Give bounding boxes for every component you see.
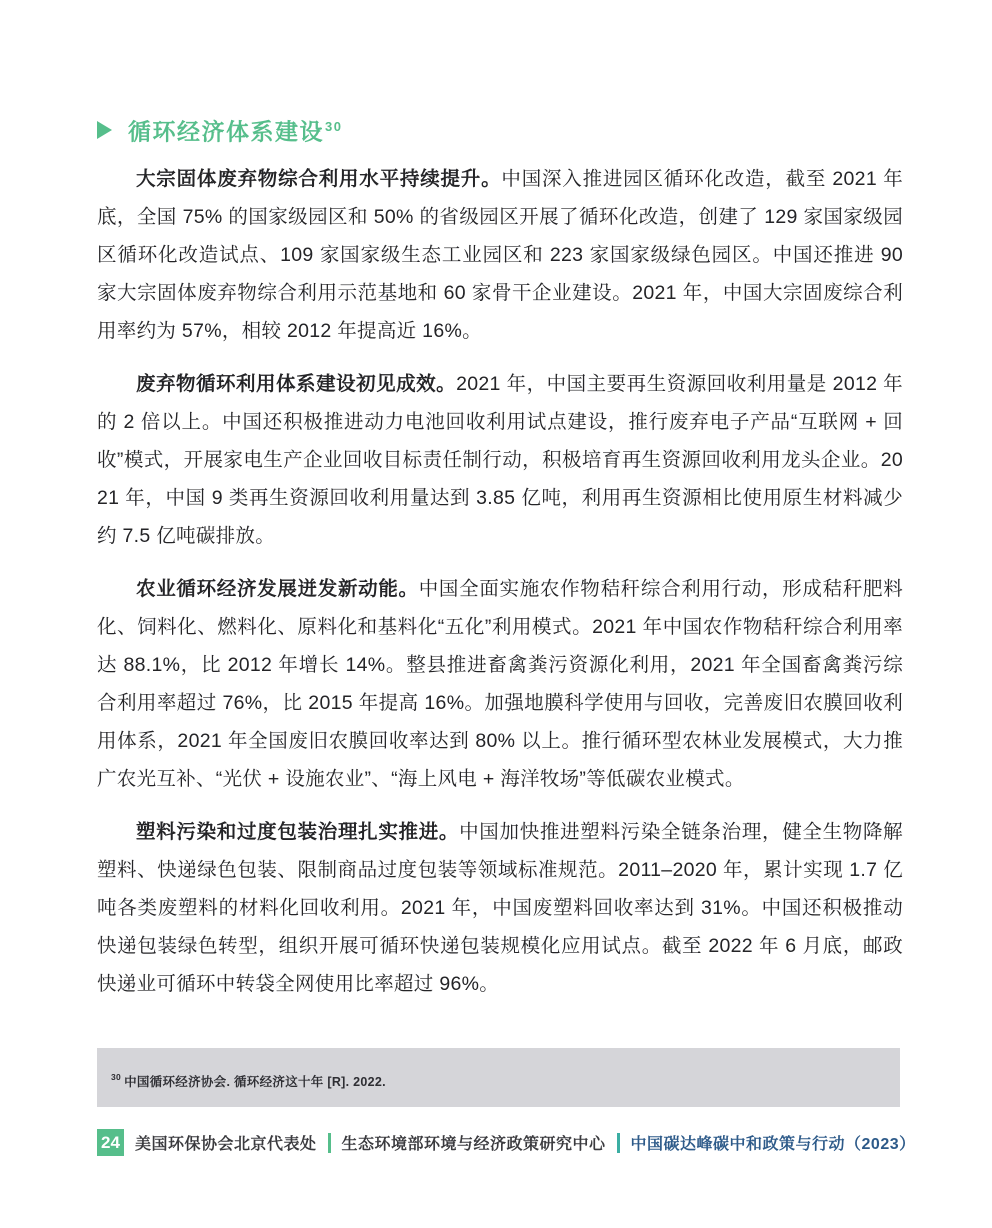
footer-org-1: 美国环保协会北京代表处: [135, 1136, 317, 1153]
footnote-text: 中国循环经济协会. 循环经济这十年 [R]. 2022.: [124, 1074, 386, 1089]
paragraph-2-lead: 废弃物循环利用体系建设初见成效。: [136, 373, 457, 395]
footer-report-title: 中国碳达峰碳中和政策与行动（2023）: [630, 1136, 916, 1153]
paragraph-2-body: 2021 年，中国主要再生资源回收利用量是 2012 年的 2 倍以上。中国还积极推进动力电池回收利用试点建设，推行废弃电子产品“互联网 + 回收”模式，开展家电生产企业回收目标责任制行动，积极培育再生资源回收利用龙头企业。2021 年，中国 9 类再生资源回收利用量达到 3.85 亿吨，利用再生资源相比使用原生材料减少约 7.5 亿吨碳排放。: [97, 373, 903, 547]
section-title: [128, 112, 342, 147]
section-title-text: 循环经济体系建设: [128, 118, 324, 145]
section-heading: [97, 112, 342, 147]
footnote-box: [97, 1048, 900, 1107]
paragraph-4-body: 中国加快推进塑料污染全链条治理，健全生物降解塑料、快递绿色包装、限制商品过度包装等领域标准规范。2011–2020 年，累计实现 1.7 亿吨各类废塑料的材料化回收利用。2021 年，中国废塑料回收率达到 31%。中国还积极推动快递包装绿色转型，组织开展可循环快递包装规模化应用试点。截至 2022 年 6 月底，邮政快递业可循环中转袋全网使用比率超过 96%。: [97, 821, 903, 995]
paragraph-3: [97, 570, 903, 798]
paragraph-4-lead: 塑料污染和过度包装治理扎实推进。: [136, 821, 460, 843]
footer-separator-icon: [617, 1133, 620, 1153]
footer-org-2: 生态环境部环境与经济政策研究中心: [341, 1136, 606, 1153]
paragraph-4: [97, 813, 903, 1003]
paragraph-1-lead: 大宗固体废弃物综合利用水平持续提升。: [136, 168, 502, 190]
paragraph-3-body: 中国全面实施农作物秸秆综合利用行动，形成秸秆肥料化、饲料化、燃料化、原料化和基料化“五化”利用模式。2021 年中国农作物秸秆综合利用率达 88.1%，比 2012 年增长 14%。整县推进畜禽粪污资源化利用，2021 年全国畜禽粪污综合利用率超过 76%，比 2015 年提高 16%。加强地膜科学使用与回收，完善废旧农膜回收利用体系，2021 年全国废旧农膜回收率达到 80% 以上。推行循环型农林业发展模式，大力推广农光互补、“光伏 + 设施农业”、“海上风电 + 海洋牧场”等低碳农业模式。: [97, 578, 904, 790]
paragraph-3-lead: 农业循环经济发展迸发新动能。: [136, 578, 419, 600]
footnote: [111, 1066, 386, 1090]
page-footer: [97, 1129, 916, 1156]
page-number-badge: 24: [97, 1129, 124, 1156]
paragraph-2: [97, 365, 903, 555]
section-marker-triangle-icon: [97, 121, 112, 139]
footer-separator-icon: [328, 1133, 331, 1153]
body-content: [97, 160, 903, 1018]
paragraph-1-body: 中国深入推进园区循环化改造，截至 2021 年底，全国 75% 的国家级园区和 50% 的省级园区开展了循环化改造，创建了 129 家国家级园区循环化改造试点、109 家国家级生态工业园区和 223 家国家级绿色园区。中国还推进 90 家大宗固体废弃物综合利用示范基地和 60 家骨干企业建设。2021 年，中国大宗固废综合利用率约为 57%，相较 2012 年提高近 16%。: [97, 168, 903, 342]
paragraph-1: [97, 160, 903, 350]
footnote-number: 30: [111, 1072, 122, 1083]
section-title-footnote-ref: 30: [325, 119, 343, 134]
